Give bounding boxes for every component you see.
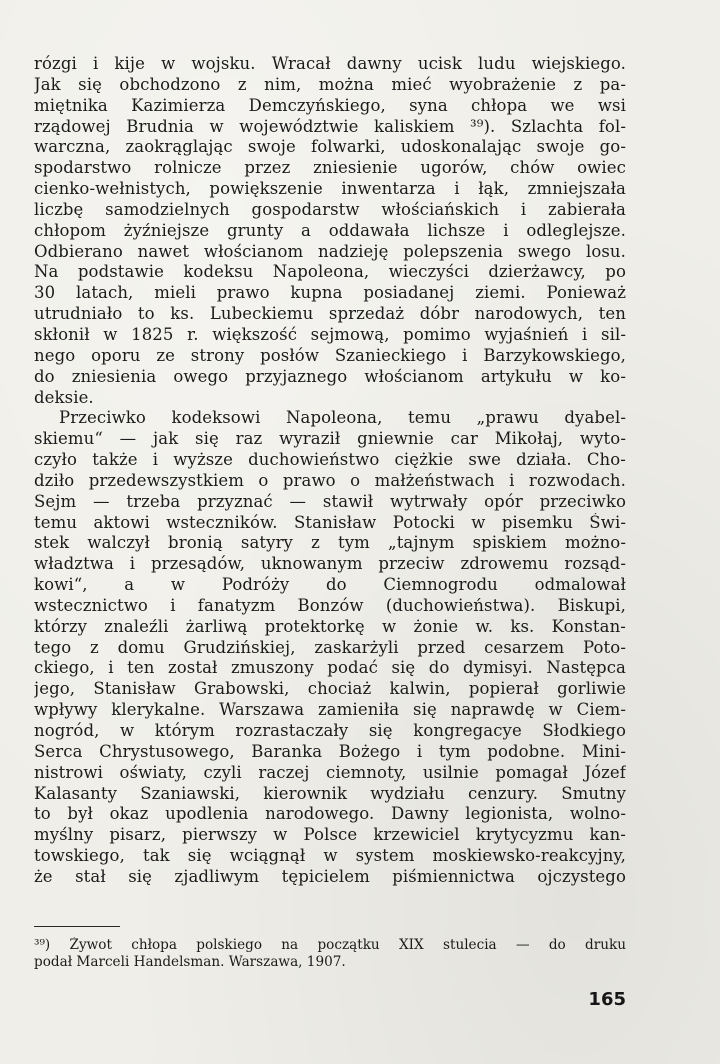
text-line: skiemu“ — jak się raz wyraził gniewnie car Mikołaj, wyto- <box>34 429 626 449</box>
text-line: rządowej Brudnia w województwie kaliskiem ³⁹). Szlachta fol- <box>34 116 626 136</box>
text-line: miętnika Kazimierza Demczyńskiego, syna chłopa we wsi <box>34 95 626 115</box>
text-line: utrudniało to ks. Lubeckiemu sprzedaż dóbr narodowych, ten <box>34 304 626 324</box>
text-line: władztwa i przesądów, uknowanym przeciw zdrowemu rozsąd- <box>34 554 626 574</box>
body-text <box>34 54 626 888</box>
text-line: Jak się obchodzono z nim, można mieć wyobrażenie z pa- <box>34 74 626 94</box>
text-line: ckiego, i ten został zmuszony podać się do dymisyi. Następca <box>34 658 626 678</box>
text-line: 30 latach, mieli prawo kupna posiadanej ziemi. Ponieważ <box>34 283 626 303</box>
text-line: Na podstawie kodeksu Napoleona, wieczyści dzierżawcy, po <box>34 262 626 282</box>
footnote <box>34 937 626 971</box>
text-line: myślny pisarz, pierwszy w Polsce krzewiciel krytycyzmu kan- <box>34 825 626 845</box>
paragraph-end-line: deksie. <box>34 387 94 407</box>
text-line: wpływy klerykalne. Warszawa zamieniła się naprawdę w Ciem- <box>34 700 626 720</box>
text-line: Sejm — trzeba przyznać — stawił wytrwały opór przeciwko <box>34 491 626 511</box>
text-line: dziło przedewszystkiem o prawo o małżeństwach i rozwodach. <box>34 470 626 490</box>
text-line: stek walczył bronią satyry z tym „tajnym spiskiem możno- <box>34 533 626 553</box>
text-line: spodarstwo rolnicze przez zniesienie ugorów, chów owiec <box>34 158 626 178</box>
text-line: skłonił w 1825 r. większość sejmową, pomimo wyjaśnień i sil- <box>34 324 626 344</box>
text-line: wstecznictwo i fanatyzm Bonzów (duchowieństwa). Biskupi, <box>34 595 626 615</box>
text-line: nogród, w którym rozrastaczały się kongregacye Słodkiego <box>34 721 626 740</box>
text-line: Kalasanty Szaniawski, kierownik wydziału cenzury. Smutny <box>34 783 626 803</box>
text-line: tego z domu Grudzińskiej, zaskarżyli przed cesarzem Poto- <box>34 637 626 657</box>
text-line: czyło także i wyższe duchowieństwo ciężkie swe działa. Cho- <box>34 450 626 470</box>
text-line: warczna, zaokrąglając swoje folwarki, udoskonalając swoje go- <box>34 137 626 157</box>
text-line: rózgi i kije w wojsku. Wracał dawny ucisk ludu wiejskiego. <box>34 54 626 73</box>
text-line: nego oporu ze strony posłów Szanieckiego i Barzykowskiego, <box>34 345 626 365</box>
text-line: że stał się zjadliwym tępicielem piśmiennictwa ojczystego <box>34 866 626 886</box>
text-line: Odbierano nawet włościanom nadzieję polepszenia swego losu. <box>34 241 626 261</box>
text-line: chłopom żyźniejsze grunty a oddawała lichsze i odleglejsze. <box>34 220 626 240</box>
page-number: 165 <box>588 989 626 1010</box>
text-line: towskiego, tak się wciągnął w system moskiewsko-reakcyjny, <box>34 846 626 866</box>
text-line: liczbę samodzielnych gospodarstw włościańskich i zabierała <box>34 199 626 219</box>
text-line: kowi“, a w Podróży do Ciemnogrodu odmalował <box>34 575 626 595</box>
paragraph-start-line: Przeciwko kodeksowi Napoleona, temu „prawu dyabel- <box>59 408 626 428</box>
text-line: to był okaz upodlenia narodowego. Dawny legionista, wolno- <box>34 804 626 824</box>
footnote-divider <box>34 926 120 927</box>
footnote-line: podał Marceli Handelsman. Warszawa, 1907. <box>34 954 346 970</box>
text-line: którzy znaleźli żarliwą protektorkę w żonie w. ks. Konstan- <box>34 616 626 636</box>
footnote-line: ³⁹) Żywot chłopa polskiego na początku XIX stulecia — do druku <box>34 937 626 953</box>
text-line: Serca Chrystusowego, Baranka Bożego i tym podobne. Mini- <box>34 741 626 761</box>
text-line: do zniesienia owego przyjaznego włościanom artykułu w ko- <box>34 366 626 386</box>
text-line: jego, Stanisław Grabowski, chociaż kalwin, popierał gorliwie <box>34 679 626 699</box>
text-line: cienko-wełnistych, powiększenie inwentarza i łąk, zmniejszała <box>34 179 626 199</box>
text-line: nistrowi oświaty, czyli raczej ciemnoty, usilnie pomagał Józef <box>34 762 626 782</box>
text-line: temu aktowi wsteczników. Stanisław Potocki w pisemku Świ- <box>34 512 626 532</box>
